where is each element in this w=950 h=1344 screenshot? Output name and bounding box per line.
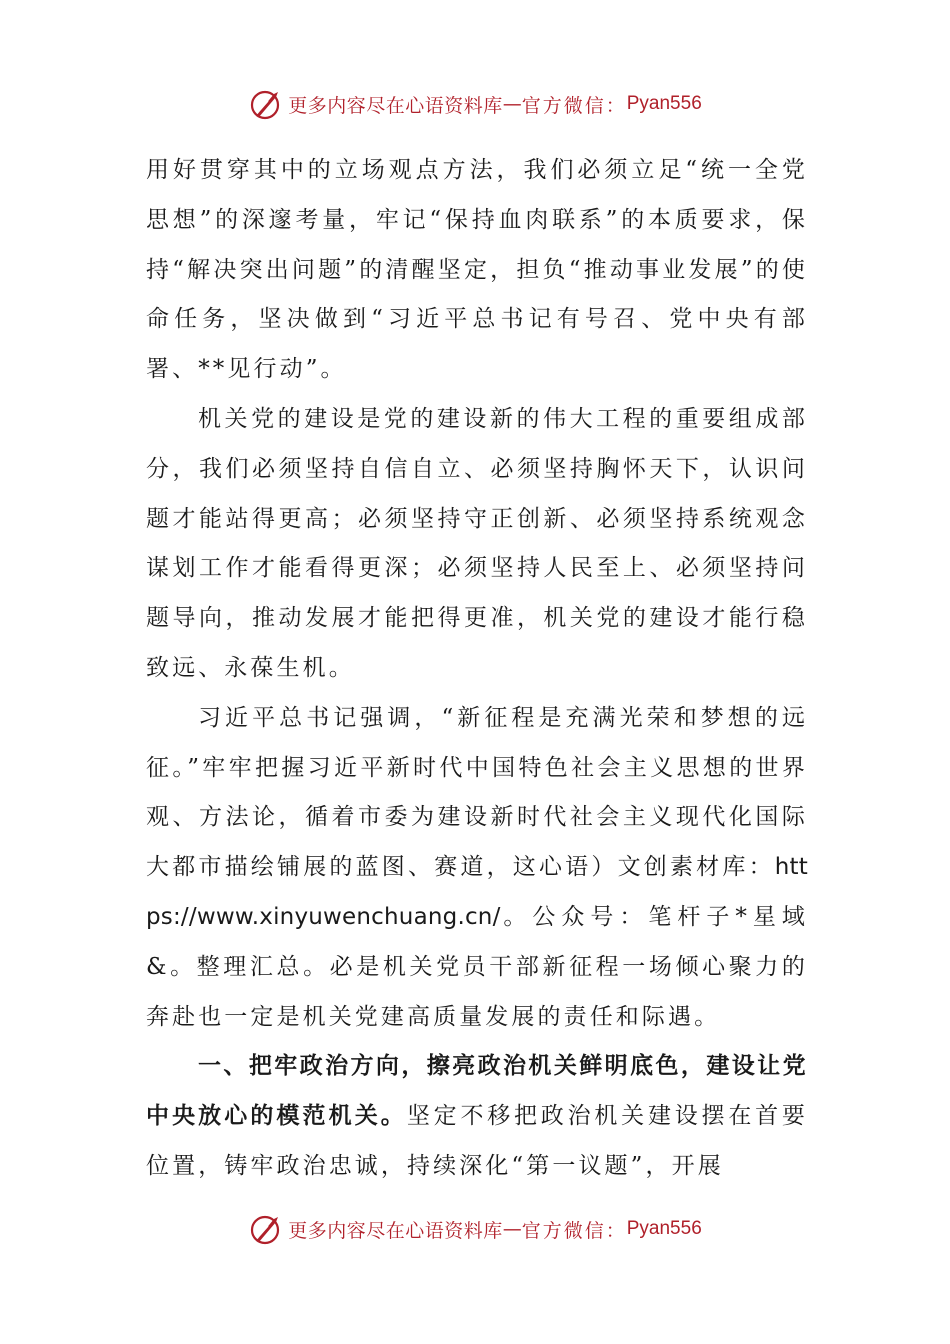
- footer-wechat-id: Pyan556: [626, 1218, 702, 1239]
- section-heading-1: 一、把牢政治方向，擦亮政治机关鲜明底色，建设让党中央放心的模范机关。: [146, 1053, 808, 1130]
- footer-wechat-label: 官方微信：: [521, 1219, 627, 1242]
- paragraph-2: 机关党的建设是党的建设新的伟大工程的重要组成部分，我们必须坚持自信自立、必须坚持胸怀天下，认识问题才能站得更高；必须坚持守正创新、必须坚持系统观念谋划工作才能看得更深；必须坚持人民至上、必须坚持问题导向，推动发展才能把得更准，机关党的建设才能行稳致远、永葆生机。: [146, 405, 808, 681]
- footer-dash: —: [502, 1218, 522, 1240]
- header-banner: [0, 84, 950, 124]
- quill-pen-logo-icon: [248, 1211, 284, 1247]
- paragraph-1: 用好贯穿其中的立场观点方法，我们必须立足“统一全党思想”的深邃考量，牢记“保持血肉联系”的本质要求，保持“解决突出问题”的清醒坚定，担负“推动事业发展”的使命任务，坚决做到“习近平总书记有号召、党中央有部署、**见行动”。: [146, 157, 808, 383]
- header-slogan: 更多内容尽在心语资料库: [288, 94, 503, 117]
- paragraph-3-url: https://www.xinyuwenchuang.cn/: [146, 854, 808, 930]
- paragraph-4-text: 坚定不移把政治机关建设摆在首要位置，铸牢政治忠诚，持续深化“第一议题”，开展: [146, 1103, 808, 1179]
- footer-banner: [0, 1209, 950, 1249]
- header-wechat-id: Pyan556: [626, 93, 702, 114]
- header-wechat-label: 官方微信：: [521, 94, 627, 117]
- paragraph-3: [146, 694, 808, 1043]
- footer-slogan: 更多内容尽在心语资料库: [288, 1219, 503, 1242]
- paragraph-3-text-b: 。公众号：笔杆子*星域&。整理汇总。必是机关党员干部新征程一场倾心聚力的奔赴也一定是机关党建高质量发展的责任和际遇。: [146, 903, 808, 1030]
- document-body: [146, 146, 808, 1192]
- header-dash: —: [502, 93, 522, 115]
- paragraph-4: [146, 1042, 808, 1191]
- paragraph-3-text-a: 习近平总书记强调，“新征程是充满光荣和梦想的远征。”牢牢把握习近平新时代中国特色社会主义思想的世界观、方法论，循着市委为建设新时代社会主义现代化国际大都市描绘铺展的蓝图、赛道，这心语）文创素材库：: [146, 704, 808, 881]
- quill-pen-logo-icon: [248, 86, 284, 122]
